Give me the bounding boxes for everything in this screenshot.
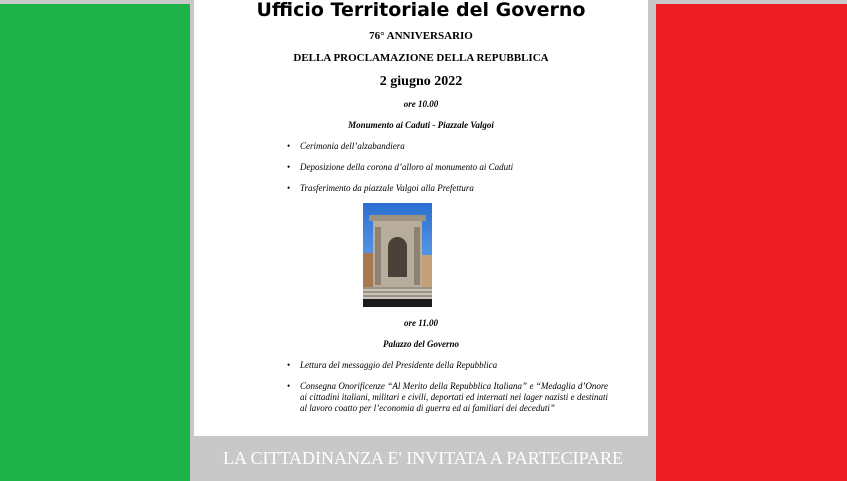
list-item bbox=[287, 162, 608, 173]
event-time-1: ore 10.00 bbox=[403, 99, 439, 109]
bullet-icon: • bbox=[287, 381, 291, 391]
event-date: 2 giugno 2022 bbox=[379, 74, 463, 89]
document-title: Ufficio Territoriale del Governo bbox=[256, 0, 586, 21]
invitation-document bbox=[194, 0, 648, 436]
list-item-text: Lettura del messaggio del Presidente della Repubblica bbox=[300, 360, 498, 370]
invitation-footer: LA CITTADINANZA E' INVITATA A PARTECIPARE bbox=[190, 436, 656, 481]
bullet-icon: • bbox=[287, 162, 291, 172]
list-item bbox=[287, 360, 608, 371]
monument-photo bbox=[363, 203, 432, 307]
list-item-text: Cerimonia dell’alzabandiera bbox=[300, 141, 405, 151]
flag-red-band bbox=[656, 4, 847, 481]
list-item-text: Deposizione della corona d’alloro al monumento ai Caduti bbox=[300, 162, 514, 172]
list-item bbox=[287, 141, 608, 152]
list-item bbox=[287, 381, 608, 414]
anniversary-line: 76° ANNIVERSARIO bbox=[369, 30, 473, 42]
bullet-icon: • bbox=[287, 360, 291, 370]
bullet-icon: • bbox=[287, 141, 291, 151]
list-item-text: Consegna Onorificenze “Al Merito della Repubblica Italiana” e “Medaglia d’Onore ai cittadini italiani, militari e civili, deportati ed internati nei lager nazisti e destinati al lavoro coatto per l’economia di guerra ed ai familiari dei deceduti” bbox=[300, 381, 608, 413]
proclamation-line: DELLA PROCLAMAZIONE DELLA REPUBBLICA bbox=[293, 52, 549, 64]
bullet-icon: • bbox=[287, 183, 291, 193]
event-time-2: ore 11.00 bbox=[403, 318, 438, 328]
list-item-text: Trasferimento da piazzale Valgoi alla Prefettura bbox=[300, 183, 474, 193]
event-place-1: Monumento ai Caduti - Piazzale Valgoi bbox=[348, 120, 494, 130]
list-item bbox=[287, 183, 608, 194]
event-place-2: Palazzo del Governo bbox=[383, 339, 459, 349]
flag-green-band bbox=[0, 4, 190, 481]
